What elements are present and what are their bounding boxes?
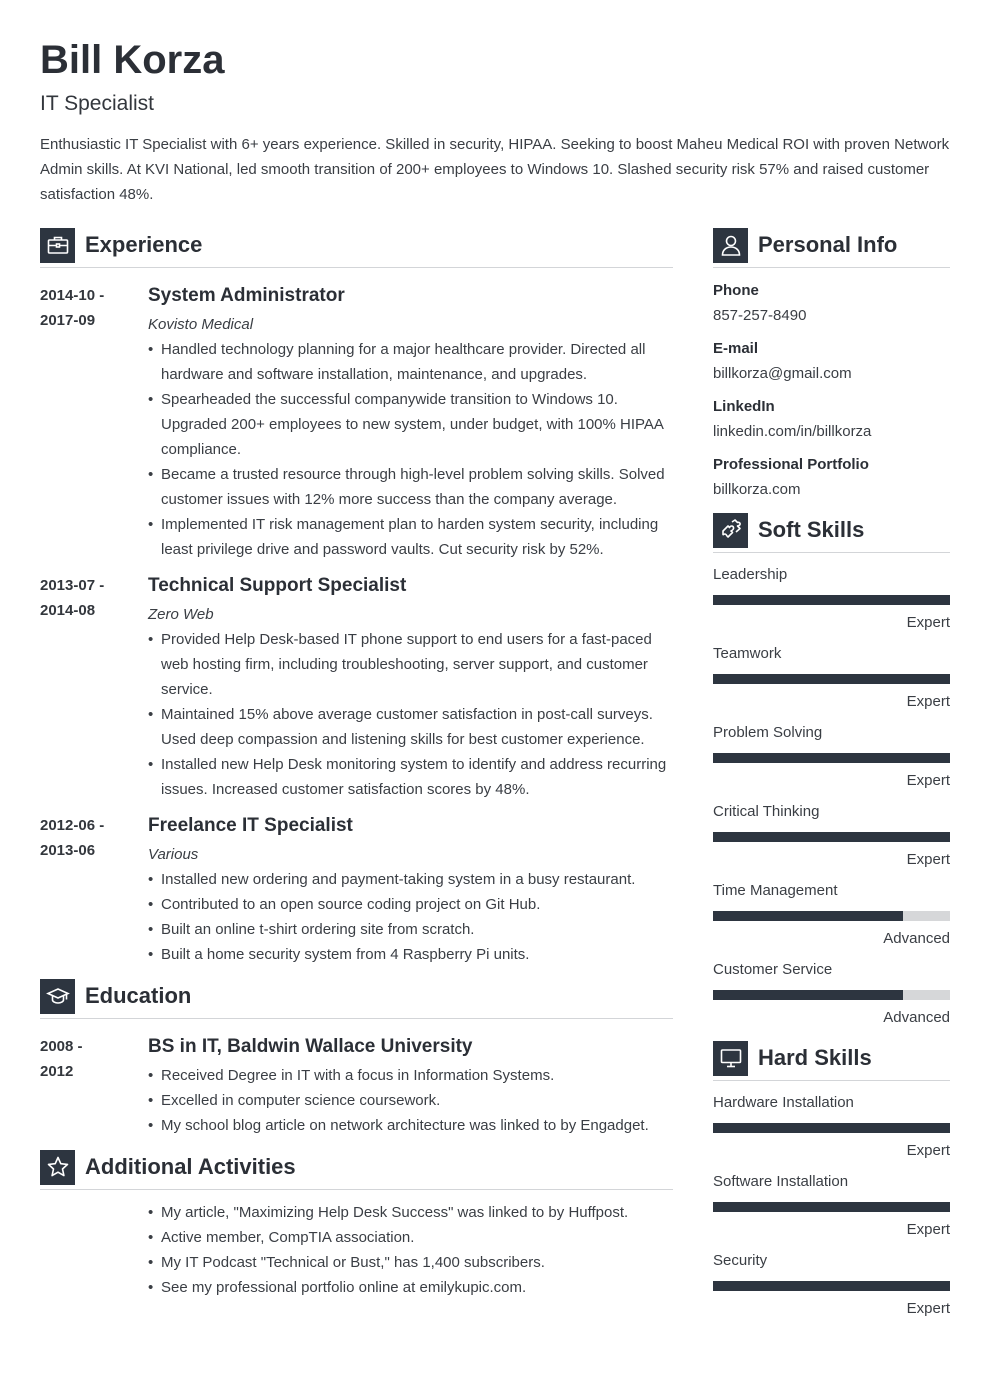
- skill-level: Expert: [906, 772, 950, 789]
- experience-header: [40, 227, 673, 268]
- skill-item: [713, 799, 950, 872]
- skill-name: Customer Service: [713, 961, 833, 978]
- soft-skills-section: [713, 512, 950, 1030]
- skill-level: Expert: [906, 1221, 950, 1238]
- job-entry: [40, 283, 673, 562]
- skill-item: [713, 641, 950, 714]
- skill-bar-fill: [713, 753, 950, 763]
- job-title: Freelance IT Specialist: [148, 815, 353, 836]
- soft-skills-heading: Soft Skills: [758, 517, 865, 542]
- skill-bar-fill: [713, 1281, 950, 1291]
- personal-info-section: [713, 227, 950, 502]
- user-icon: [713, 228, 748, 263]
- portfolio-label: Professional Portfolio: [713, 456, 869, 473]
- education-heading: Education: [85, 983, 192, 1008]
- skill-bar-fill: [713, 911, 903, 921]
- experience-heading: Experience: [85, 232, 203, 257]
- experience-section: [40, 227, 673, 967]
- job-title: Technical Support Specialist: [148, 575, 407, 596]
- activities-heading: Additional Activities: [85, 1154, 296, 1179]
- hard-skills-list: [713, 1090, 950, 1321]
- skill-item: [713, 957, 950, 1030]
- email-label: E-mail: [713, 340, 759, 357]
- monitor-icon: [713, 1041, 748, 1076]
- job-company: Various: [148, 846, 199, 863]
- education-entry: [40, 1034, 673, 1138]
- skill-name: Leadership: [713, 566, 788, 583]
- skill-bar-fill: [713, 1123, 950, 1133]
- briefcase-icon: [40, 228, 75, 263]
- skill-bar: [713, 674, 950, 684]
- job-content: [148, 573, 673, 802]
- skill-level: Expert: [906, 614, 950, 631]
- bullet-item: • Installed new Help Desk monitoring system to identify and address recurring issues. Increased customer satisfaction scores by 48%.: [148, 752, 673, 802]
- date-end: 2014-08: [40, 602, 96, 619]
- bullet-item: • Spearheaded the successful companywide transition to Windows 10. Upgraded 200+ employees to new system, under budget, with 100% HIPAA compliance.: [148, 387, 673, 462]
- activities-bullets: [148, 1200, 673, 1300]
- date-start: 2012-06 -: [40, 817, 105, 834]
- skill-level: Expert: [906, 693, 950, 710]
- date-start: 2008 -: [40, 1038, 83, 1055]
- skill-name: Teamwork: [713, 645, 782, 662]
- skill-bar-fill: [713, 832, 950, 842]
- job-dates: [40, 283, 148, 562]
- puzzle-icon: [713, 513, 748, 548]
- bullet-item: • Installed new ordering and payment-taking system in a busy restaurant.: [148, 867, 673, 892]
- bullet-item: • See my professional portfolio online at emilykupic.com.: [148, 1275, 673, 1300]
- skill-bar: [713, 1281, 950, 1291]
- skill-bar: [713, 1202, 950, 1212]
- activities-section: [40, 1149, 673, 1300]
- bullet-item: • Implemented IT risk management plan to harden system security, including least privilege drive and password vaults. Cut security risk by 52%.: [148, 512, 673, 562]
- job-content: [148, 813, 673, 967]
- bullet-item: • Active member, CompTIA association.: [148, 1225, 673, 1250]
- skill-item: [713, 1090, 950, 1163]
- job-dates: [40, 813, 148, 967]
- job-dates: [40, 573, 148, 802]
- date-start: 2013-07 -: [40, 577, 105, 594]
- linkedin-value: linkedin.com/in/billkorza: [713, 423, 872, 440]
- skill-bar-fill: [713, 595, 950, 605]
- phone-label: Phone: [713, 282, 759, 299]
- bullet-item: • My IT Podcast "Technical or Bust," has 1,400 subscribers.: [148, 1250, 673, 1275]
- skill-level: Expert: [906, 1142, 950, 1159]
- skill-item: [713, 562, 950, 635]
- star-icon: [40, 1150, 75, 1185]
- hard-skills-heading: Hard Skills: [758, 1045, 872, 1070]
- activities-header: [40, 1149, 673, 1190]
- candidate-name: Bill Korza: [40, 38, 225, 82]
- graduation-cap-icon: [40, 979, 75, 1014]
- skill-item: [713, 720, 950, 793]
- skill-bar-fill: [713, 674, 950, 684]
- skill-name: Security: [713, 1252, 768, 1269]
- bullet-item: • Became a trusted resource through high-level problem solving skills. Solved customer issues with 12% more success than the company average.: [148, 462, 673, 512]
- job-bullets: [148, 867, 673, 967]
- skill-name: Hardware Installation: [713, 1094, 854, 1111]
- skill-bar: [713, 1123, 950, 1133]
- skill-item: [713, 1169, 950, 1242]
- bullet-item: • Handled technology planning for a major healthcare provider. Directed all hardware and software installation, maintenance, and upgrades.: [148, 337, 673, 387]
- personal-info-heading: Personal Info: [758, 232, 898, 257]
- job-entry: [40, 573, 673, 802]
- skill-bar: [713, 595, 950, 605]
- portfolio-value: billkorza.com: [713, 481, 801, 498]
- skill-level: Advanced: [883, 930, 950, 947]
- education-dates: [40, 1034, 148, 1138]
- job-company: Kovisto Medical: [148, 316, 254, 333]
- date-end: 2013-06: [40, 842, 96, 859]
- skill-item: [713, 1248, 950, 1321]
- phone-value: 857-257-8490: [713, 307, 807, 324]
- skill-name: Time Management: [713, 882, 838, 899]
- email-value: billkorza@gmail.com: [713, 365, 852, 382]
- bullet-item: • Built an online t-shirt ordering site from scratch.: [148, 917, 673, 942]
- skill-bar: [713, 911, 950, 921]
- activities-entry: [40, 1200, 673, 1300]
- linkedin-label: LinkedIn: [713, 398, 775, 415]
- skill-bar-fill: [713, 1202, 950, 1212]
- activities-content: [148, 1200, 673, 1300]
- skill-item: [713, 878, 950, 951]
- degree-title: BS in IT, Baldwin Wallace University: [148, 1036, 473, 1057]
- skill-bar: [713, 990, 950, 1000]
- skill-bar: [713, 832, 950, 842]
- education-content: [148, 1034, 673, 1138]
- job-title: System Administrator: [148, 285, 345, 306]
- skill-name: Critical Thinking: [713, 803, 820, 820]
- bullet-item: • Provided Help Desk-based IT phone support to end users for a fast-paced web hosting firm, including troubleshooting, server support, and customer service.: [148, 627, 673, 702]
- hard-skills-section: [713, 1040, 950, 1321]
- job-bullets: [148, 627, 673, 802]
- personal-info-header: [713, 227, 950, 268]
- skill-name: Software Installation: [713, 1173, 849, 1190]
- education-header: [40, 978, 673, 1019]
- date-end: 2017-09: [40, 312, 96, 329]
- activities-spacer: [40, 1200, 148, 1300]
- bullet-item: • Contributed to an open source coding project on Git Hub.: [148, 892, 673, 917]
- bullet-item: • Excelled in computer science coursework.: [148, 1088, 673, 1113]
- bullet-item: • Received Degree in IT with a focus in Information Systems.: [148, 1063, 673, 1088]
- soft-skills-list: [713, 562, 950, 1030]
- job-company: Zero Web: [148, 606, 214, 623]
- job-content: [148, 283, 673, 562]
- bullet-item: • My article, "Maximizing Help Desk Success" was linked to by Huffpost.: [148, 1200, 673, 1225]
- date-start: 2014-10 -: [40, 287, 105, 304]
- bullet-item: • Built a home security system from 4 Raspberry Pi units.: [148, 942, 673, 967]
- skill-level: Expert: [906, 851, 950, 868]
- job-bullets: [148, 337, 673, 562]
- date-end: 2012: [40, 1063, 74, 1080]
- skill-bar-fill: [713, 990, 903, 1000]
- job-entry: [40, 813, 673, 967]
- candidate-title: IT Specialist: [40, 92, 154, 115]
- left-column: [40, 227, 673, 1300]
- hard-skills-header: [713, 1040, 950, 1081]
- personal-info-list: [713, 278, 950, 502]
- skill-bar: [713, 753, 950, 763]
- skill-level: Advanced: [883, 1009, 950, 1026]
- right-column: [713, 227, 950, 1327]
- bullet-item: • My school blog article on network architecture was linked to by Engadget.: [148, 1113, 673, 1138]
- skill-level: Expert: [906, 1300, 950, 1317]
- education-section: [40, 978, 673, 1138]
- soft-skills-header: [713, 512, 950, 553]
- bullet-item: • Maintained 15% above average customer satisfaction in post-call surveys. Used deep compassion and listening skills for best customer experience.: [148, 702, 673, 752]
- professional-summary: Enthusiastic IT Specialist with 6+ years experience. Skilled in security, HIPAA. Seeking to boost Maheu Medical ROI with proven Network Admin skills. At KVI National, led smooth transition of 200+ employees to Windows 10. Slashed security risk 57% and raised customer satisfaction 48%.: [40, 136, 950, 203]
- skill-name: Problem Solving: [713, 724, 823, 741]
- education-bullets: [148, 1063, 673, 1138]
